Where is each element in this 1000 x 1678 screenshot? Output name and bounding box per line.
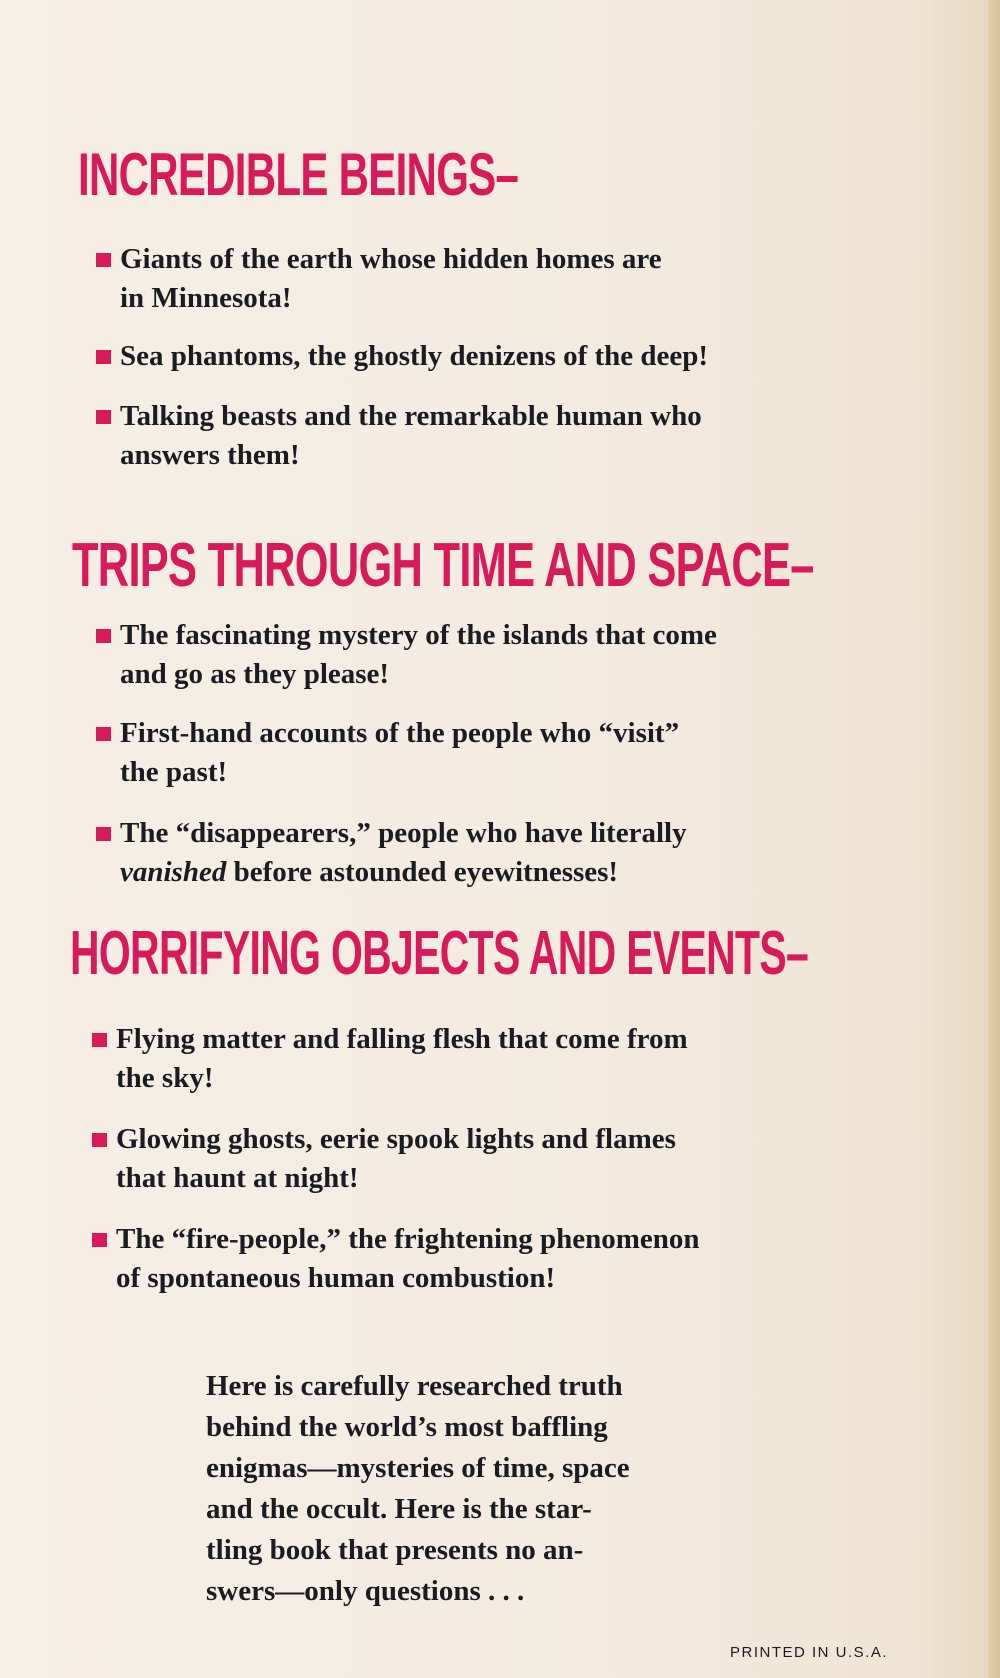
blurb-paragraph <box>206 1366 630 1612</box>
blurb-line: swers—only questions . . . <box>206 1575 525 1607</box>
bullet-item <box>96 714 956 792</box>
bullet-item <box>92 1220 972 1298</box>
bullet-item <box>96 397 956 475</box>
bullet-square-icon <box>92 1133 107 1147</box>
bullet-square-icon <box>96 727 111 741</box>
printed-in-label: PRINTED IN U.S.A. <box>730 1644 889 1661</box>
bullet-text: the sky! <box>116 1062 214 1094</box>
bullet-square-icon <box>96 629 111 643</box>
bullet-text: and go as they please! <box>120 658 390 690</box>
heading-horrifying-objects: HORRIFYING OBJECTS AND EVENTS– <box>70 919 809 988</box>
bullet-square-icon <box>92 1233 107 1247</box>
bullet-text: Glowing ghosts, eerie spook lights and flames <box>116 1123 676 1155</box>
bullet-text: Talking beasts and the remarkable human who <box>120 400 702 432</box>
bullet-text: the past! <box>120 756 228 788</box>
bullet-item <box>96 240 936 318</box>
blurb-line: and the occult. Here is the star- <box>206 1493 592 1525</box>
bullet-text: that haunt at night! <box>116 1162 359 1194</box>
blurb-line: behind the world’s most baffling <box>206 1411 608 1443</box>
bullet-square-icon <box>96 827 111 841</box>
bullet-text: The “fire-people,” the frightening phenomenon <box>116 1223 700 1255</box>
bullet-text: Flying matter and falling flesh that come from <box>116 1023 688 1055</box>
bullet-text: answers them! <box>120 439 300 471</box>
bullet-text: Giants of the earth whose hidden homes are <box>120 243 662 275</box>
bullet-text: before astounded eyewitnesses! <box>226 856 619 888</box>
blurb-line: Here is carefully researched truth <box>206 1370 623 1402</box>
bullet-text-emphasis: vanished <box>120 856 227 888</box>
heading-trips-through-time: TRIPS THROUGH TIME AND SPACE– <box>72 531 814 600</box>
blurb-line: enigmas—mysteries of time, space <box>206 1452 630 1484</box>
bullet-text: The fascinating mystery of the islands that come <box>120 619 717 651</box>
page-edge <box>988 0 1000 1678</box>
bullet-text: Sea phantoms, the ghostly denizens of the deep! <box>120 340 709 372</box>
bullet-item <box>96 814 956 892</box>
bullet-square-icon <box>96 253 111 267</box>
bullet-text: of spontaneous human combustion! <box>116 1262 556 1294</box>
bullet-item <box>96 337 956 376</box>
bullet-item <box>96 616 956 694</box>
heading-incredible-beings: INCREDIBLE BEINGS– <box>78 141 519 208</box>
bullet-square-icon <box>96 350 111 364</box>
bullet-item <box>92 1120 952 1198</box>
bullet-item <box>92 1020 952 1098</box>
bullet-text: First-hand accounts of the people who “visit” <box>120 717 680 749</box>
blurb-line: tling book that presents no an- <box>206 1534 584 1566</box>
bullet-text: in Minnesota! <box>120 282 292 314</box>
bullet-square-icon <box>96 410 111 424</box>
bullet-square-icon <box>92 1033 107 1047</box>
bullet-text: The “disappearers,” people who have literally <box>120 817 687 849</box>
